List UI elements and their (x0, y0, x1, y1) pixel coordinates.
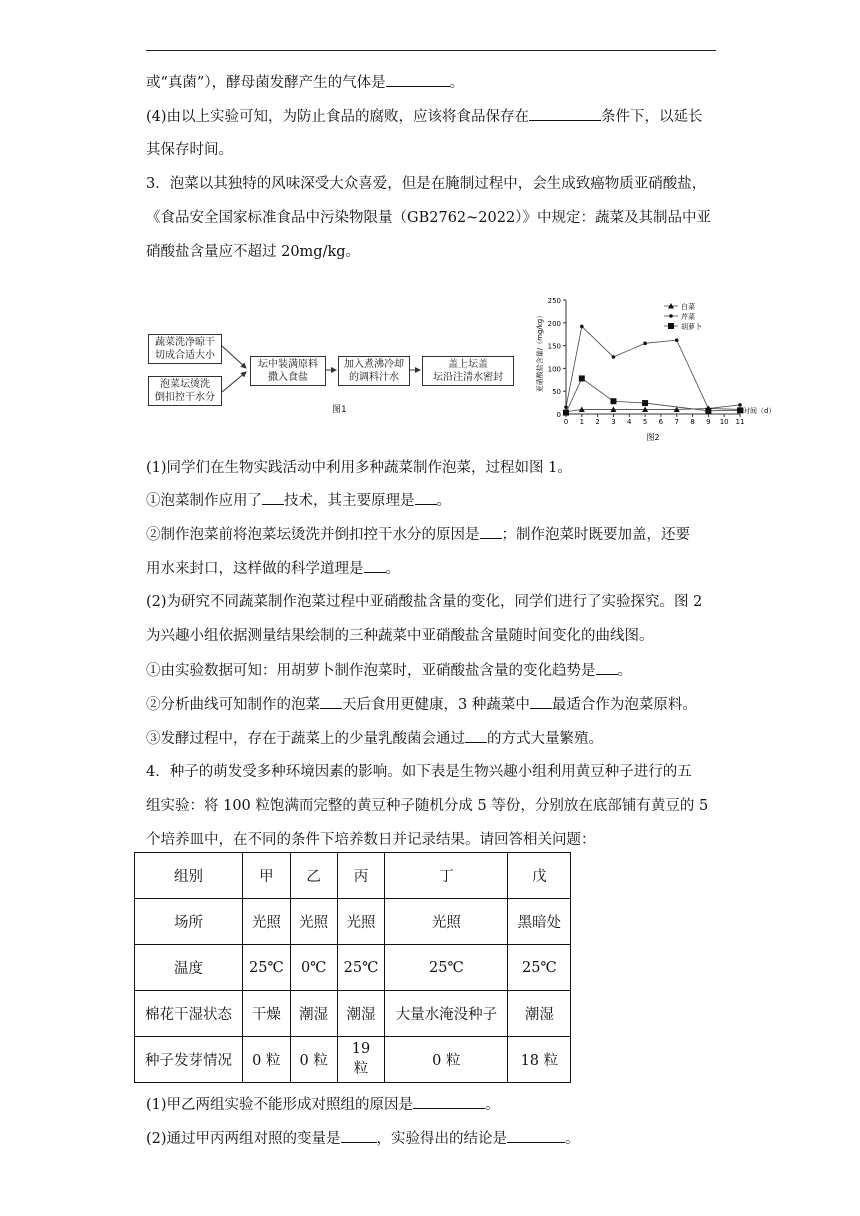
answer-blank[interactable] (480, 524, 502, 539)
text-line: 组实验：将 100 粒饱满而完整的黄豆种子随机分成 5 等份，分别放在底部铺有黄豆的 5 (146, 798, 709, 814)
table-cell: 丁 (385, 853, 508, 899)
text-line: (1)同学们在生物实践活动中利用多种蔬菜制作泡菜，过程如图 1。 (146, 460, 572, 476)
table-cell: 甲 (243, 853, 291, 899)
answer-blank[interactable] (341, 1128, 377, 1143)
table-cell: 光照 (385, 899, 508, 945)
text-line: ③发酵过程中，存在于蔬菜上的少量乳酸菌会通过 的方式大量繁殖。 (146, 728, 603, 749)
flow-box-scald-jar: 泡菜坛烫洗 倒扣控干水分 (148, 376, 222, 406)
flowchart-figure-1 (146, 326, 530, 415)
x-tick-label: 3 (611, 418, 616, 426)
table-cell: 干燥 (243, 991, 291, 1037)
seed-germination-table (134, 852, 571, 1083)
flow-box-wash-vegetables: 蔬菜洗净晾干 切成合适大小 (148, 334, 222, 364)
table-cell: 25℃ (385, 945, 508, 991)
answer-blank[interactable] (507, 1128, 565, 1143)
flow-box-fill-jar: 坛中装满原料 撒入食盐 (250, 356, 326, 386)
x-tick-label: 8 (690, 418, 695, 426)
y-tick-label: 250 (547, 297, 561, 305)
text-line: 用水来封口，这样做的科学道理是 。 (146, 558, 400, 579)
table-cell: 0 粒 (385, 1037, 508, 1083)
header-rule (146, 50, 716, 51)
answer-blank[interactable] (465, 728, 487, 743)
flow-box-seal-jar: 盖上坛盖 坛沿注清水密封 (422, 356, 514, 386)
text-line: 4．种子的萌发受多种环境因素的影响。如下表是生物兴趣小组利用黄豆种子进行的五 (146, 764, 692, 780)
legend-marker (669, 314, 673, 318)
data-point (563, 410, 569, 416)
text-line: 3．泡菜以其独特的风味深受大众喜爱，但是在腌制过程中，会生成致癌物质亚硝酸盐， (146, 176, 707, 192)
nitrite-line-chart (528, 294, 778, 444)
text-line: ②分析曲线可知制作的泡菜 天后食用更健康，3 种蔬菜中 最适合作为泡菜原料。 (146, 694, 697, 715)
text-line: (2)通过甲丙两组对照的变量是 ，实验得出的结论是 。 (146, 1128, 580, 1149)
x-tick-label: 2 (595, 418, 600, 426)
y-tick-label: 200 (547, 319, 561, 328)
table-cell: 25℃ (508, 945, 571, 991)
x-tick-label: 11 (735, 418, 745, 426)
text-line: ①由实验数据可知：用胡萝卜制作泡菜时，亚硝酸盐含量的变化趋势是 。 (146, 660, 632, 681)
table-cell: 潮湿 (290, 991, 337, 1037)
data-point (612, 355, 616, 359)
legend-label: 芹菜 (681, 313, 695, 321)
data-point (737, 407, 743, 413)
text-line: 或“真菌”），酵母菌发酵产生的气体是 。 (146, 72, 464, 93)
figure-1-caption: 图1 (332, 405, 347, 415)
x-tick-label: 9 (706, 418, 711, 426)
data-point (643, 342, 647, 346)
legend-label: 胡萝卜 (681, 323, 702, 331)
figure-2-caption: 图2 (646, 433, 660, 442)
data-point (675, 338, 679, 342)
answer-blank[interactable] (364, 558, 386, 573)
answer-blank[interactable] (596, 660, 618, 675)
table-cell: 组别 (135, 853, 243, 899)
answer-blank[interactable] (529, 106, 601, 121)
x-tick-label: 6 (658, 418, 664, 426)
table-cell: 潮湿 (508, 991, 571, 1037)
table-cell: 棉花干湿状态 (135, 991, 243, 1037)
series-line-0 (566, 409, 740, 412)
table-row (135, 899, 571, 945)
legend-label: 白菜 (681, 303, 695, 311)
x-axis-label: 时间（d） (743, 407, 776, 415)
table-cell: 0 粒 (290, 1037, 337, 1083)
series-line-1 (566, 326, 740, 408)
answer-blank[interactable] (320, 694, 342, 709)
table-cell: 场所 (135, 899, 243, 945)
table-cell: 0 粒 (243, 1037, 291, 1083)
x-tick-label: 10 (719, 418, 729, 426)
table-cell: 丙 (337, 853, 385, 899)
data-point (738, 403, 742, 407)
legend-marker (668, 323, 674, 329)
table-row (135, 991, 571, 1037)
table-cell: 光照 (290, 899, 337, 945)
text-line: 为兴趣小组依据测量结果绘制的三种蔬菜中亚硝酸盐含量随时间变化的曲线图。 (146, 628, 654, 644)
table-cell: 种子发芽情况 (135, 1037, 243, 1083)
text-line: (2)为研究不同蔬菜制作泡菜过程中亚硝酸盐含量的变化，同学们进行了实验探究。图 2 (146, 594, 703, 610)
data-point (642, 400, 648, 406)
y-axis-label: 亚硝酸盐含量/（mg/kg） (536, 311, 544, 393)
table-cell: 温度 (135, 945, 243, 991)
table-cell: 乙 (290, 853, 337, 899)
x-tick-label: 0 (563, 418, 569, 426)
text-line: 硝酸盐含量应不超过 20mg/kg。 (146, 244, 361, 260)
text-line: ①泡菜制作应用了 技术，其主要原理是 。 (146, 490, 451, 511)
data-point (579, 375, 585, 381)
table-cell: 25℃ (337, 945, 385, 991)
y-tick-label: 0 (556, 411, 561, 419)
data-point (610, 398, 616, 404)
answer-blank[interactable] (413, 1094, 485, 1109)
table-cell: 黑暗处 (508, 899, 571, 945)
table-cell: 19 粒 (337, 1037, 385, 1083)
table-row (135, 945, 571, 991)
answer-blank[interactable] (262, 490, 284, 505)
text-line: (4)由以上实验可知，为防止食品的腐败，应该将食品保存在 条件下，以延长 (146, 106, 703, 127)
table-cell: 光照 (243, 899, 291, 945)
answer-blank[interactable] (530, 694, 552, 709)
table-cell: 大量水淹没种子 (385, 991, 508, 1037)
table-cell: 25℃ (243, 945, 291, 991)
table-cell: 潮湿 (337, 991, 385, 1037)
table-cell: 戊 (508, 853, 571, 899)
y-tick-label: 150 (547, 342, 561, 351)
y-tick-label: 100 (547, 365, 561, 374)
x-tick-label: 7 (674, 418, 679, 426)
x-tick-label: 4 (627, 418, 632, 426)
table-cell: 18 粒 (508, 1037, 571, 1083)
data-point (580, 325, 584, 329)
x-tick-label: 5 (642, 418, 648, 426)
y-tick-label: 50 (552, 388, 561, 397)
flow-box-add-seasoning: 加入煮沸冷却 的调料汁水 (338, 356, 410, 386)
table-row (135, 853, 571, 899)
answer-blank[interactable] (415, 490, 437, 505)
data-point (705, 408, 711, 414)
text-line: 个培养皿中，在不同的条件下培养数日并记录结果。请回答相关问题： (146, 832, 596, 848)
text-line: ②制作泡菜前将泡菜坛烫洗并倒扣控干水分的原因是 ；制作泡菜时既要加盖，还要 (146, 524, 690, 545)
text-line: 《食品安全国家标准食品中污染物限量（GB2762~2022）》中规定：蔬菜及其制品中亚 (146, 210, 711, 226)
table-cell: 0℃ (290, 945, 337, 991)
data-point (564, 405, 568, 409)
text-line: (1)甲乙两组实验不能形成对照组的原因是 。 (146, 1094, 500, 1115)
table-cell: 光照 (337, 899, 385, 945)
answer-blank[interactable] (386, 72, 450, 87)
text-line: 其保存时间。 (146, 142, 233, 158)
table-row (135, 1037, 571, 1083)
x-tick-label: 1 (579, 418, 585, 426)
